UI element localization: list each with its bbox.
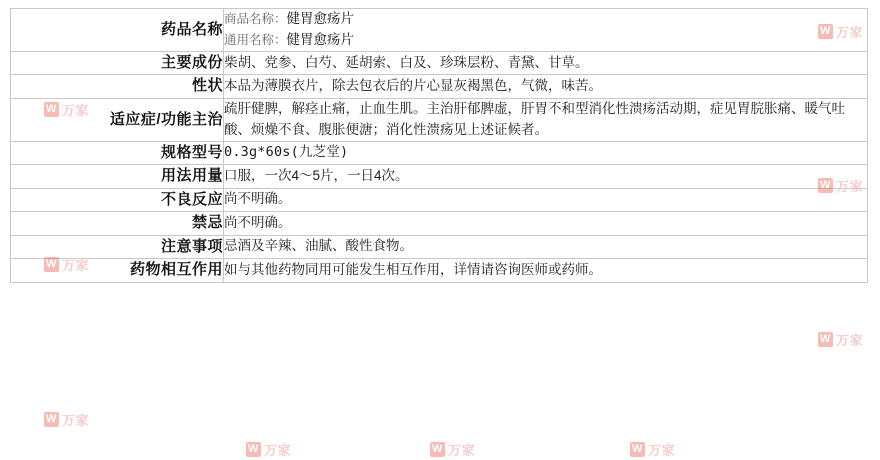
row-label-dosage: 用法用量 xyxy=(11,165,224,189)
row-label-adverse-reactions: 不良反应 xyxy=(11,188,224,212)
watermark-badge-icon: W xyxy=(630,442,645,457)
row-value-ingredients: 柴胡、党参、白芍、延胡索、白及、珍珠层粉、青黛、甘草。 xyxy=(224,51,868,75)
drug-info-table xyxy=(10,8,868,283)
table-row xyxy=(11,188,868,212)
watermark-text: 万家 xyxy=(62,258,90,273)
watermark-text: 万家 xyxy=(448,443,476,458)
watermark-badge-icon: W xyxy=(430,442,445,457)
generic-name-line xyxy=(224,30,867,51)
watermark-text: 万家 xyxy=(648,443,676,458)
watermark-badge-icon: W xyxy=(44,412,59,427)
watermark-text: 万家 xyxy=(62,413,90,428)
trade-name-line xyxy=(224,9,867,30)
row-label-ingredients: 主要成份 xyxy=(11,51,224,75)
watermark-badge-icon: W xyxy=(44,102,59,117)
table-row xyxy=(11,235,868,259)
table-row xyxy=(11,9,868,52)
row-label-drug-name: 药品名称 xyxy=(11,9,224,52)
watermark-text: 万家 xyxy=(836,179,864,194)
watermark-badge-icon: W xyxy=(818,332,833,347)
watermark-logo xyxy=(430,440,475,459)
watermark-text: 万家 xyxy=(836,25,864,40)
watermark-text: 万家 xyxy=(264,443,292,458)
table-row xyxy=(11,165,868,189)
row-value-specification: 0.3g*60s(九芝堂) xyxy=(224,141,868,165)
row-value-drug-interactions: 如与其他药物同用可能发生相互作用，详情请咨询医师或药师。 xyxy=(224,259,868,283)
watermark-badge-icon: W xyxy=(818,178,833,193)
generic-name-value: 健胃愈疡片 xyxy=(286,31,355,47)
row-label-specification: 规格型号 xyxy=(11,141,224,165)
watermark-logo xyxy=(630,440,675,459)
row-value-contraindications: 尚不明确。 xyxy=(224,212,868,236)
table-row xyxy=(11,259,868,283)
row-value-adverse-reactions: 尚不明确。 xyxy=(224,188,868,212)
table-row xyxy=(11,141,868,165)
row-label-indications: 适应症/功能主治 xyxy=(11,98,224,141)
table-row xyxy=(11,51,868,75)
row-value-indications: 疏肝健脾，解痉止痛，止血生肌。主治肝郁脾虚，肝胃不和型消化性溃疡活动期，症见胃脘胀痛、暖气吐酸、烦燥不食、腹胀便溏；消化性溃疡见上述证候者。 xyxy=(224,98,868,141)
watermark-badge-icon: W xyxy=(246,442,261,457)
table-row xyxy=(11,212,868,236)
watermark-text: 万家 xyxy=(836,333,864,348)
row-value-precautions: 忌酒及辛辣、油腻、酸性食物。 xyxy=(224,235,868,259)
watermark-badge-icon: W xyxy=(818,24,833,39)
row-value-drug-name xyxy=(224,9,868,52)
generic-name-key: 通用名称： xyxy=(224,32,287,47)
watermark-logo xyxy=(246,440,291,459)
table-row xyxy=(11,75,868,99)
watermark-logo xyxy=(44,410,89,429)
trade-name-key: 商品名称： xyxy=(224,12,287,26)
watermark-text: 万家 xyxy=(62,103,90,118)
row-label-drug-interactions: 药物相互作用 xyxy=(11,259,224,283)
trade-name-value: 健胃愈疡片 xyxy=(286,11,355,26)
watermark-logo xyxy=(818,330,863,349)
table-body xyxy=(11,9,868,283)
row-label-contraindications: 禁忌 xyxy=(11,212,224,236)
table-row xyxy=(11,98,868,141)
row-value-appearance: 本品为薄膜衣片，除去包衣后的片心显灰褐黑色，气微，味苦。 xyxy=(224,75,868,99)
row-label-appearance: 性状 xyxy=(11,75,224,99)
row-value-dosage: 口服，一次4～5片，一日4次。 xyxy=(224,165,868,189)
watermark-badge-icon: W xyxy=(44,257,59,272)
row-label-precautions: 注意事项 xyxy=(11,235,224,259)
